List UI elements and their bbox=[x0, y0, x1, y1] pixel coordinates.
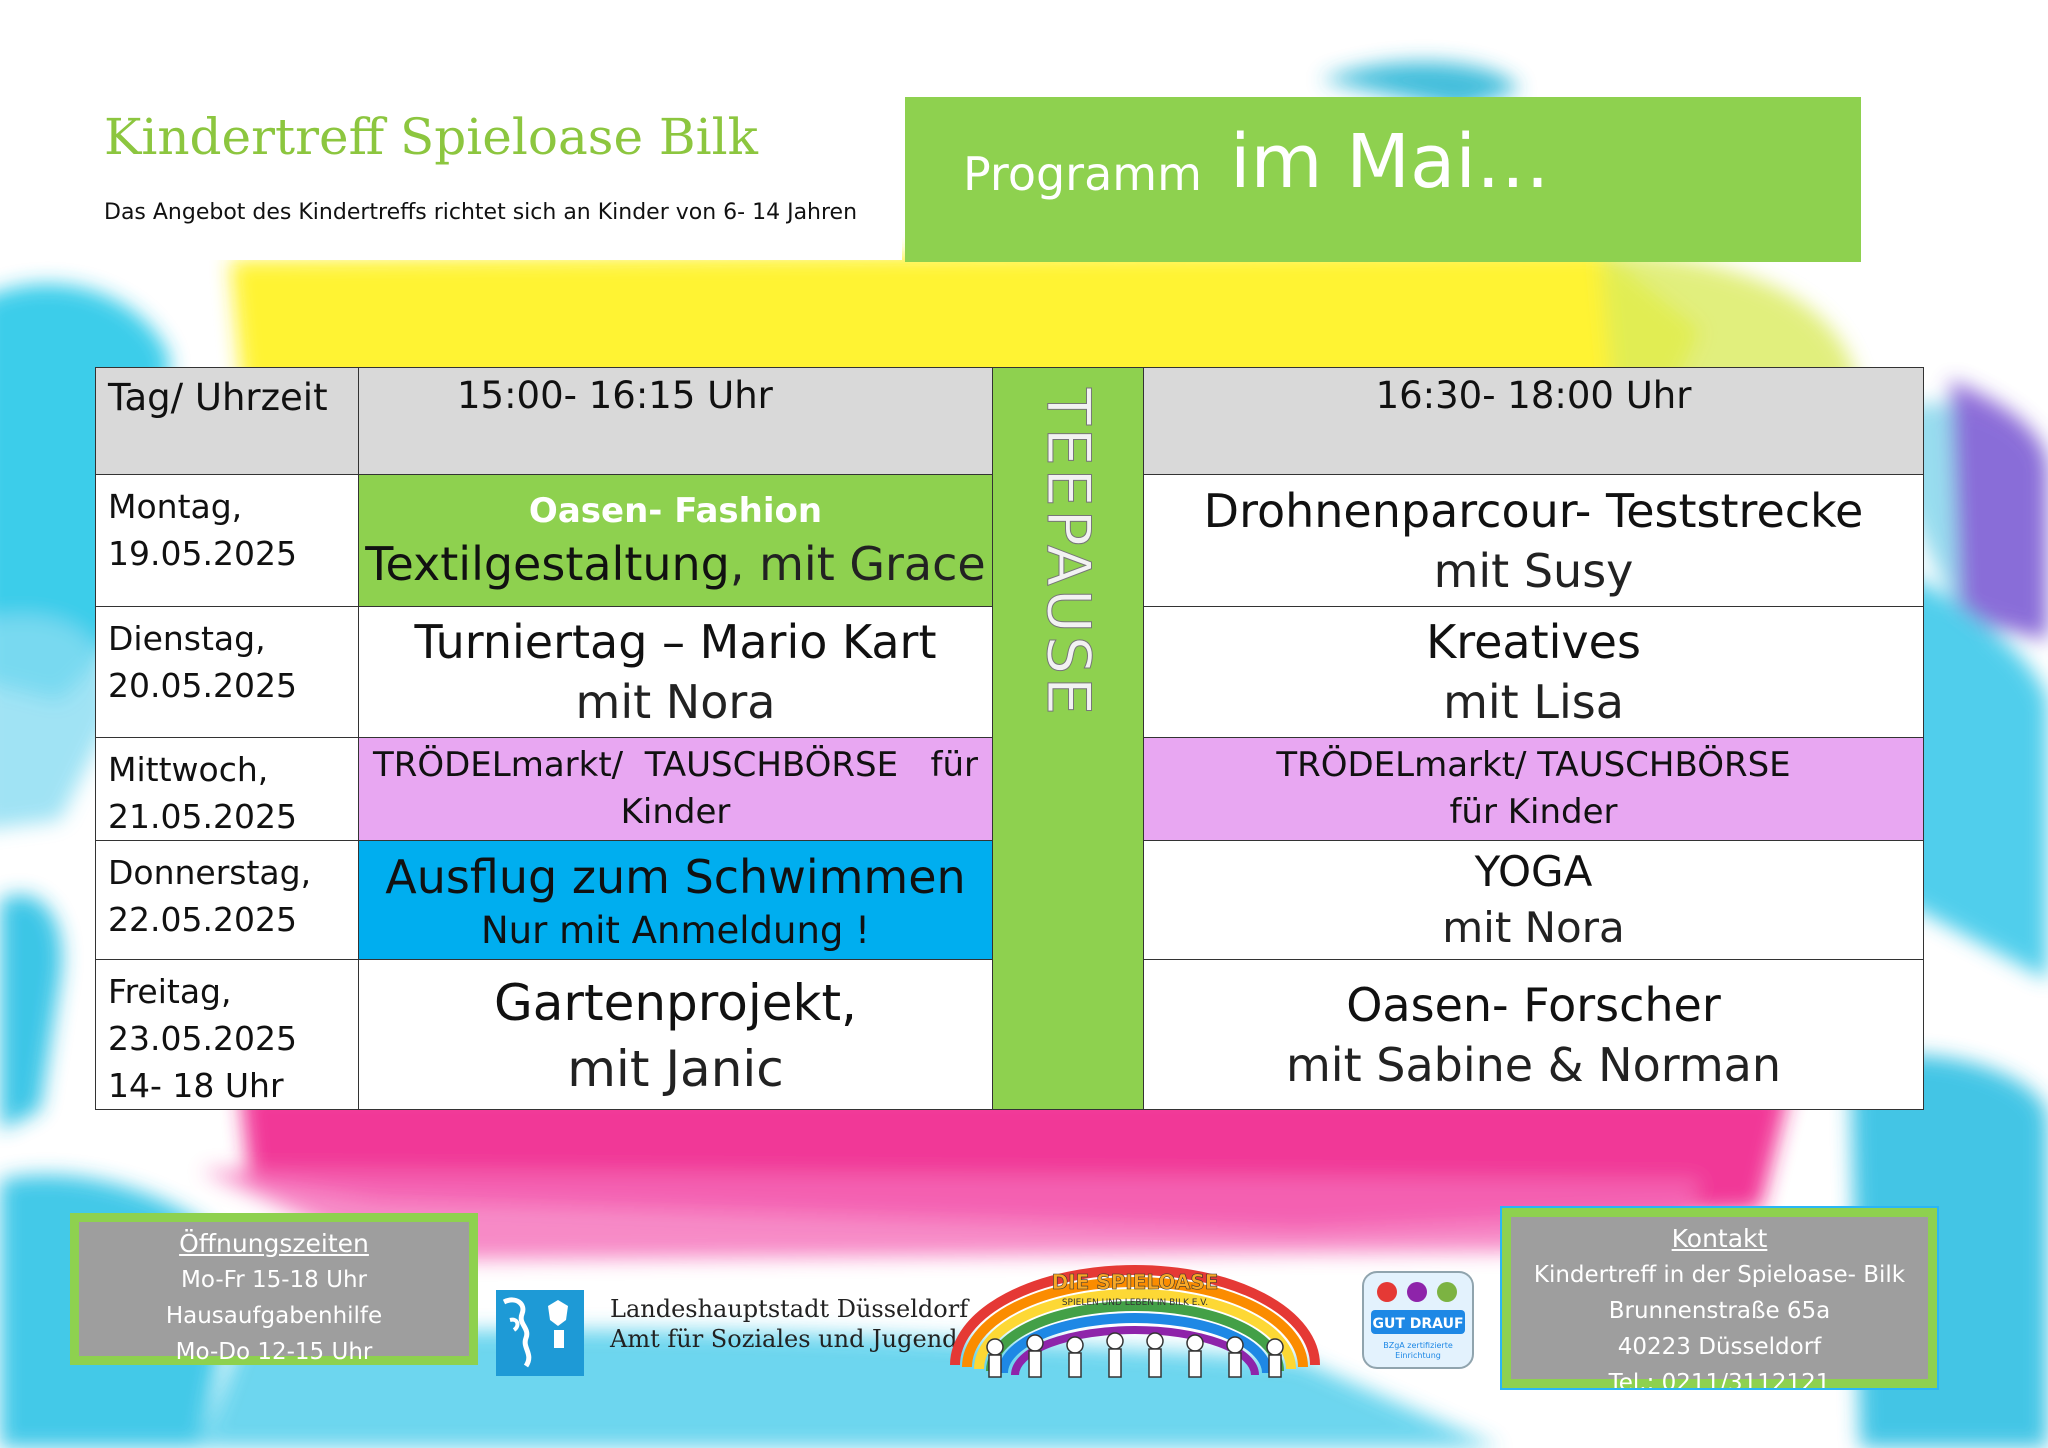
late-activity bbox=[1144, 960, 1924, 1110]
activity-title: Textilgestaltung bbox=[365, 536, 730, 591]
opening-hours-box bbox=[70, 1213, 478, 1365]
day-cell bbox=[96, 475, 359, 607]
activity-host: mit Lisa bbox=[1443, 675, 1624, 729]
day-name: Mittwoch, bbox=[108, 750, 269, 789]
activity-title-cont: für Kinder bbox=[1449, 792, 1618, 832]
activity-title: Oasen- Forscher bbox=[1346, 977, 1721, 1032]
day-name: Freitag, bbox=[108, 972, 232, 1011]
early-activity bbox=[359, 960, 993, 1110]
activity-title: TRÖDELmarkt/ TAUSCHBÖRSE bbox=[1276, 745, 1791, 785]
activity-note: Nur mit Anmeldung ! bbox=[480, 908, 870, 952]
opening-line: Hausaufgabenhilfe bbox=[165, 1303, 383, 1329]
activity-title: Ausflug zum Schwimmen bbox=[385, 849, 966, 904]
contact-line: Brunnenstraße 65a bbox=[1608, 1298, 1831, 1324]
program-banner bbox=[905, 97, 1861, 262]
program-month: im Mai… bbox=[1230, 119, 1550, 205]
day-cell bbox=[96, 738, 359, 841]
gut-drauf-label: GUT DRAUF bbox=[1372, 1316, 1464, 1332]
city-name: Landeshauptstadt Düsseldorf bbox=[610, 1295, 969, 1323]
day-cell bbox=[96, 607, 359, 738]
activity-title: Turniertag – Mario Kart bbox=[414, 615, 937, 669]
spieloase-name: DIE SPIELOASE bbox=[1051, 1270, 1219, 1294]
activity-title: YOGA bbox=[1474, 847, 1593, 896]
break-column bbox=[993, 368, 1144, 1110]
activity-host: mit Sabine & Norman bbox=[1286, 1037, 1781, 1092]
gut-drauf-sub2: Einrichtung bbox=[1395, 1351, 1441, 1360]
gut-drauf-badge-icon bbox=[1361, 1270, 1475, 1370]
late-activity bbox=[1144, 607, 1924, 738]
late-activity bbox=[1144, 841, 1924, 960]
contact-line: Kindertreff in der Spieloase- Bilk bbox=[1533, 1262, 1906, 1288]
day-name: Donnerstag, bbox=[108, 853, 312, 892]
day-date: 23.05.2025 bbox=[108, 1019, 297, 1058]
early-activity bbox=[359, 841, 993, 960]
activity-title: Drohnenparcour- Teststrecke bbox=[1203, 483, 1864, 538]
office-name: Amt für Soziales und Jugend bbox=[610, 1325, 958, 1353]
spieloase-sub: SPIELEN UND LEBEN IN BILK E.V. bbox=[1061, 1298, 1209, 1308]
late-activity bbox=[1144, 738, 1924, 841]
opening-heading: Öffnungszeiten bbox=[179, 1229, 369, 1258]
day-date: 19.05.2025 bbox=[108, 534, 297, 573]
opening-line: Mo-Fr 15-18 Uhr bbox=[181, 1267, 367, 1293]
early-activity bbox=[359, 607, 993, 738]
activity-title: Kreatives bbox=[1426, 615, 1641, 669]
early-activity bbox=[359, 738, 993, 841]
activity-host: mit Nora bbox=[575, 675, 776, 729]
day-date: 21.05.2025 bbox=[108, 797, 297, 836]
duesseldorf-logo-icon bbox=[496, 1290, 584, 1376]
opening-line: Mo-Do 12-15 Uhr bbox=[175, 1339, 373, 1365]
activity-host: mit Nora bbox=[1442, 903, 1625, 952]
contact-heading: Kontakt bbox=[1671, 1224, 1768, 1253]
header-day: Tag/ Uhrzeit bbox=[96, 368, 359, 475]
day-date: 20.05.2025 bbox=[108, 666, 297, 705]
activity-title: TRÖDELmarkt/ TAUSCHBÖRSE für bbox=[372, 745, 979, 785]
page-title: Kindertreff Spieloase Bilk bbox=[104, 108, 758, 166]
break-label: TEEPAUSE bbox=[1033, 388, 1103, 718]
activity-host: , mit Grace bbox=[729, 536, 986, 591]
day-time: 14- 18 Uhr bbox=[108, 1066, 284, 1105]
day-name: Montag, bbox=[108, 487, 243, 526]
day-cell bbox=[96, 960, 359, 1110]
header-late: 16:30- 18:00 Uhr bbox=[1144, 368, 1924, 475]
gut-drauf-sub1: BZgA zertifizierte bbox=[1383, 1341, 1453, 1350]
activity-title: Gartenprojekt, bbox=[494, 973, 857, 1032]
day-cell bbox=[96, 841, 359, 960]
activity-tag: Oasen- Fashion bbox=[528, 490, 823, 531]
spieloase-rainbow-logo bbox=[935, 1255, 1335, 1383]
header-early: 15:00- 16:15 Uhr bbox=[359, 368, 993, 475]
late-activity bbox=[1144, 475, 1924, 607]
day-name: Dienstag, bbox=[108, 619, 266, 658]
city-office-text bbox=[610, 1294, 968, 1354]
activity-title-cont: Kinder bbox=[620, 792, 731, 832]
contact-line: 40223 Düsseldorf bbox=[1617, 1334, 1822, 1360]
activity-host: mit Susy bbox=[1433, 543, 1634, 598]
early-activity bbox=[359, 475, 993, 607]
contact-phone: Tel.: 0211/3112121 bbox=[1608, 1370, 1831, 1396]
day-date: 22.05.2025 bbox=[108, 900, 297, 939]
activity-host: mit Janic bbox=[567, 1039, 784, 1098]
page-subtitle: Das Angebot des Kindertreffs richtet sich an Kinder von 6- 14 Jahren bbox=[104, 200, 858, 225]
table-header-row bbox=[96, 368, 1924, 475]
contact-box bbox=[1502, 1208, 1937, 1396]
program-label: Programm bbox=[963, 147, 1202, 201]
schedule-table bbox=[95, 367, 1924, 1110]
